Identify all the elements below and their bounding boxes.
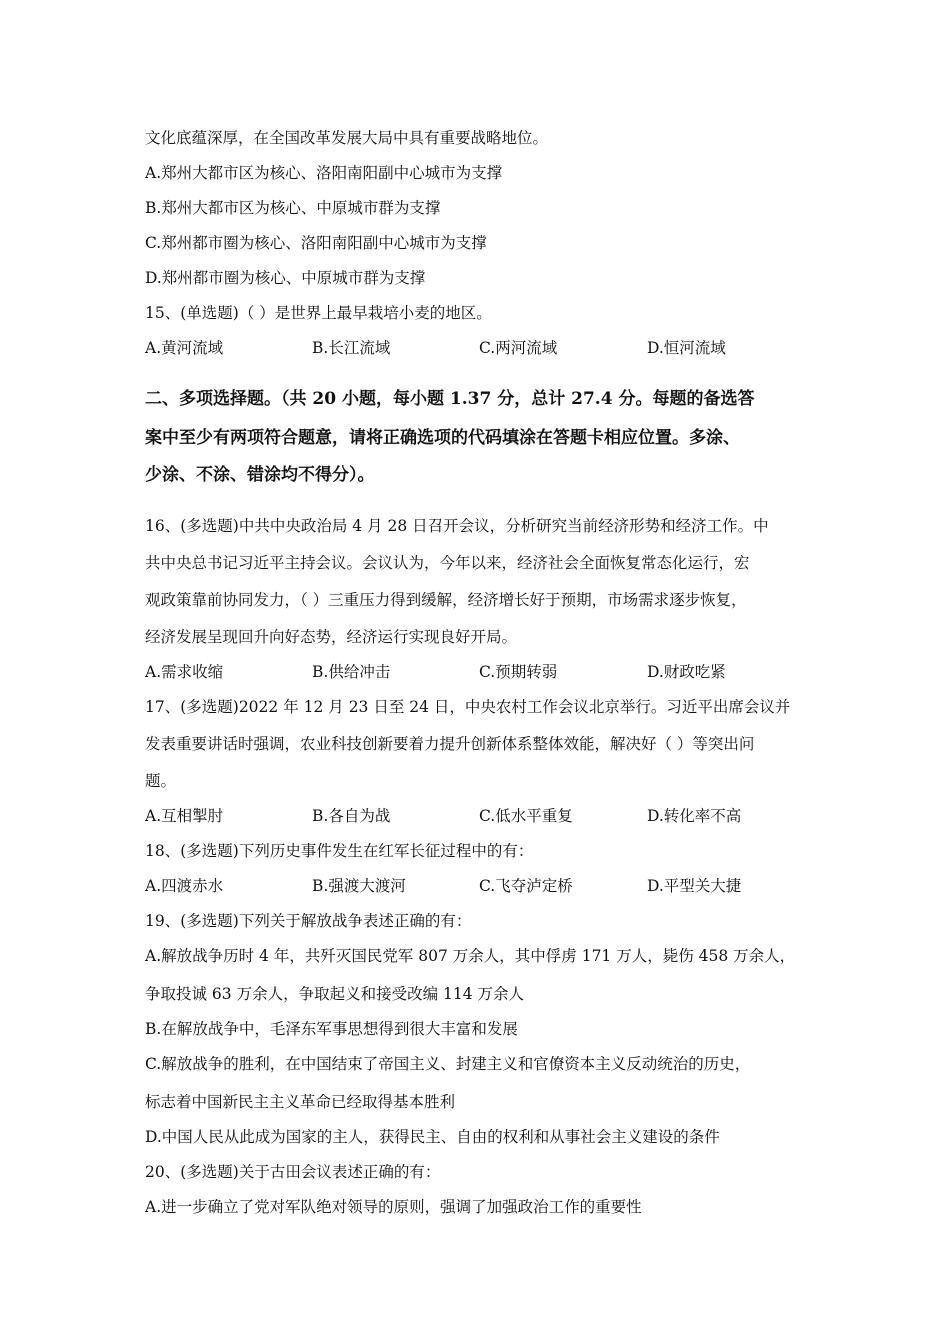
q18-option-c: C.飞夺泸定桥 bbox=[479, 877, 573, 895]
q16-option-d: D.财政吃紧 bbox=[647, 663, 726, 681]
q18-option-b: B.强渡大渡河 bbox=[312, 877, 406, 895]
option-line: C.郑州都市圈为核心、洛阳南阳副中心城市为支撑 bbox=[145, 234, 487, 252]
q15-option-c: C.两河流域 bbox=[479, 339, 558, 357]
question-19: 19、(多选题)下列关于解放战争表述正确的有： bbox=[145, 912, 472, 930]
text-line: 文化底蕴深厚，在全国改革发展大局中具有重要战略地位。 bbox=[145, 129, 549, 147]
q17-option-c: C.低水平重复 bbox=[479, 807, 573, 825]
question-16: 共中央总书记习近平主持会议。会议认为，今年以来，经济社会全面恢复常态化运行，宏 bbox=[145, 554, 750, 572]
question-20: 20、(多选题)关于古田会议表述正确的有： bbox=[145, 1163, 441, 1181]
question-17: 发表重要讲话时强调，农业科技创新要着力提升创新体系整体效能，解决好（ ）等突出问 bbox=[145, 735, 755, 753]
q16-option-a: A.需求收缩 bbox=[145, 663, 224, 681]
q17-option-a: A.互相掣肘 bbox=[145, 807, 224, 825]
q15-option-b: B.长江流域 bbox=[312, 339, 391, 357]
q19-option-b: B.在解放战争中，毛泽东军事思想得到很大丰富和发展 bbox=[145, 1020, 518, 1038]
q19-option-c: C.解放战争的胜利，在中国结束了帝国主义、封建主义和官僚资本主义反动统治的历史， bbox=[145, 1055, 751, 1073]
q18-option-d: D.平型关大捷 bbox=[647, 877, 742, 895]
q19-option-c: 标志着中国新民主主义革命已经取得基本胜利 bbox=[145, 1093, 456, 1111]
question-16: 16、(多选题)中共中央政治局 4 月 28 日召开会议，分析研究当前经济形势和经济工作。中 bbox=[145, 517, 769, 535]
q19-option-d: D.中国人民从此成为国家的主人，获得民主、自由的权利和从事社会主义建设的条件 bbox=[145, 1128, 720, 1146]
question-17: 题。 bbox=[145, 772, 177, 790]
section-heading: 二、多项选择题。（共 20 小题，每小题 1.37 分，总计 27.4 分。每题的备选答 bbox=[145, 389, 755, 409]
option-line: A.郑州大都市区为核心、洛阳南阳副中心城市为支撑 bbox=[145, 164, 503, 182]
question-18: 18、(多选题)下列历史事件发生在红军长征过程中的有： bbox=[145, 842, 534, 860]
q17-option-b: B.各自为战 bbox=[312, 807, 391, 825]
q16-option-c: C.预期转弱 bbox=[479, 663, 558, 681]
option-line: D.郑州都市圈为核心、中原城市群为支撑 bbox=[145, 269, 426, 287]
question-15: 15、(单选题)（ ）是世界上最早栽培小麦的地区。 bbox=[145, 304, 492, 322]
q15-option-a: A.黄河流域 bbox=[145, 339, 224, 357]
q17-option-d: D.转化率不高 bbox=[647, 807, 742, 825]
option-line: B.郑州大都市区为核心、中原城市群为支撑 bbox=[145, 199, 441, 217]
q15-option-d: D.恒河流域 bbox=[647, 339, 726, 357]
q19-option-a: A.解放战争历时 4 年，共歼灭国民党军 807 万余人，其中俘虏 171 万人，毙伤 458 万余人， bbox=[145, 947, 796, 965]
question-16: 观政策靠前协同发力，（ ）三重压力得到缓解，经济增长好于预期，市场需求逐步恢复， bbox=[145, 591, 747, 609]
question-16: 经济发展呈现回升向好态势，经济运行实现良好开局。 bbox=[145, 628, 518, 646]
question-17: 17、(多选题)2022 年 12 月 23 日至 24 日，中央农村工作会议北京举行。习近平出席会议并 bbox=[145, 698, 791, 716]
section-heading: 少涂、不涂、错涂均不得分）。 bbox=[145, 465, 375, 485]
q19-option-a: 争取投诚 63 万余人，争取起义和接受改编 114 万余人 bbox=[145, 985, 525, 1003]
q20-option-a: A.进一步确立了党对军队绝对领导的原则，强调了加强政治工作的重要性 bbox=[145, 1198, 642, 1216]
section-heading: 案中至少有两项符合题意，请将正确选项的代码填涂在答题卡相应位置。多涂、 bbox=[145, 428, 740, 448]
q18-option-a: A.四渡赤水 bbox=[145, 877, 224, 895]
q16-option-b: B.供给冲击 bbox=[312, 663, 391, 681]
